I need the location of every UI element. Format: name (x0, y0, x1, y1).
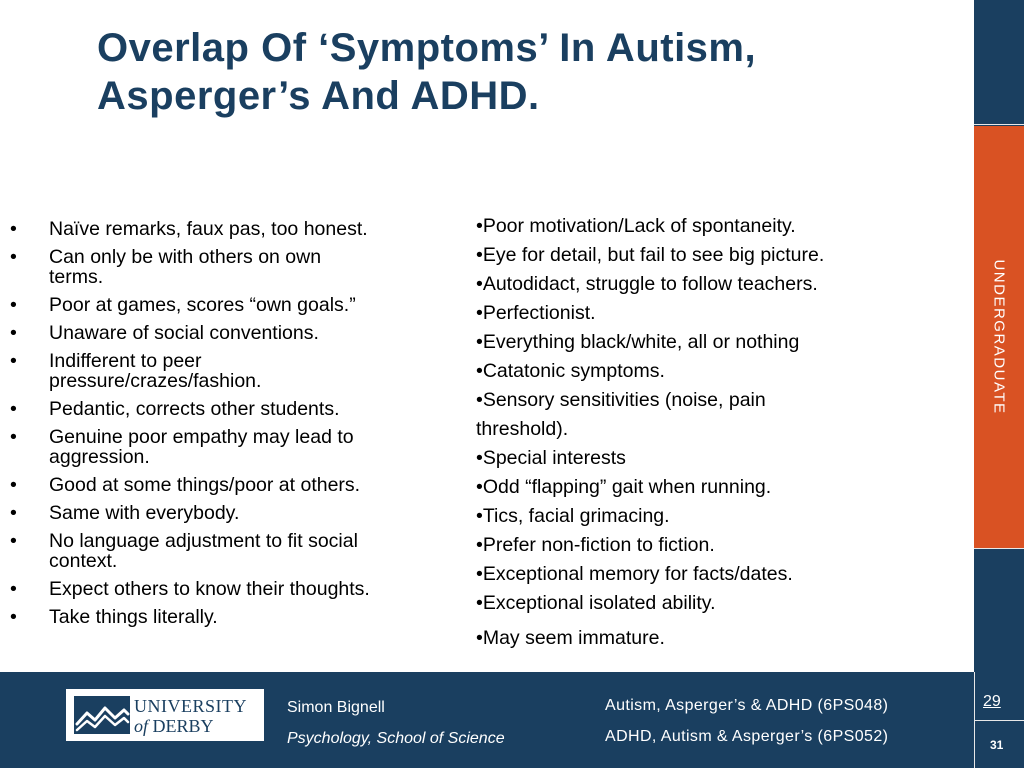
left-list-item-text: Take things literally. (49, 606, 218, 628)
bullet-icon: • (10, 606, 17, 628)
slide-number: 31 (990, 738, 1004, 752)
bullet-icon: • (10, 398, 17, 420)
bullet-icon: • (10, 350, 17, 372)
logo-derby-text (134, 716, 214, 737)
right-list-item-text: •Odd “flapping” gait when running. (476, 476, 772, 498)
department-name: Psychology, School of Science (287, 730, 505, 747)
left-list-item-text: pressure/crazes/fashion. (49, 370, 262, 392)
right-list-item-text: •Perfectionist. (476, 302, 596, 324)
slide-title-line-2: Asperger’s And ADHD. (97, 74, 540, 118)
right-list-item-text: •Everything black/white, all or nothing (476, 331, 800, 353)
left-list-item (0, 503, 460, 523)
left-list-item (0, 475, 460, 495)
right-list-item (476, 531, 976, 560)
bullet-icon: • (10, 426, 17, 448)
right-list-item (476, 502, 976, 531)
right-list-item (476, 473, 976, 502)
left-list-item (0, 399, 460, 419)
logo-university-text: UNIVERSITY (134, 696, 247, 716)
right-list-item-text: •May seem immature. (476, 627, 665, 649)
right-list-item (476, 624, 976, 653)
left-list-item (0, 427, 460, 467)
left-list-item (0, 351, 460, 391)
bullet-icon: • (10, 530, 17, 552)
left-list-item-text: Same with everybody. (49, 502, 240, 524)
slide-title (97, 24, 957, 120)
left-list-item-text: Good at some things/poor at others. (49, 474, 361, 496)
author-name: Simon Bignell (287, 699, 385, 716)
right-list-item (476, 386, 976, 444)
course-title-2: ADHD, Autism & Asperger’s (6PS052) (605, 728, 889, 745)
left-symptom-list (0, 219, 460, 635)
left-list-item-text: context. (49, 550, 118, 572)
left-list-item-text: No language adjustment to fit social (49, 530, 358, 552)
bullet-icon: • (10, 474, 17, 496)
left-list-item-text: Poor at games, scores “own goals.” (49, 294, 356, 316)
page-number: 29 (983, 693, 1001, 710)
bullet-icon: • (10, 294, 17, 316)
left-list-item-text: Can only be with others on own (49, 246, 322, 268)
left-list-item-text: terms. (49, 266, 104, 288)
left-list-item (0, 219, 460, 239)
left-list-item-text: Genuine poor empathy may lead to (49, 426, 354, 448)
bullet-icon: • (10, 218, 17, 240)
side-bar-divider (974, 124, 1024, 125)
right-list-item (476, 589, 976, 618)
right-list-item-text: •Prefer non-fiction to fiction. (476, 534, 715, 556)
right-list-item (476, 270, 976, 299)
right-list-item-text: •Exceptional memory for facts/dates. (476, 563, 793, 585)
left-list-item-text: Unaware of social conventions. (49, 322, 319, 344)
right-list-item-text: •Exceptional isolated ability. (476, 592, 716, 614)
left-list-item (0, 531, 460, 571)
right-symptom-list (476, 212, 976, 653)
footer-divider (974, 720, 1024, 721)
logo-derby-word: DERBY (152, 716, 214, 736)
left-list-item (0, 607, 460, 627)
right-list-item (476, 241, 976, 270)
right-list-item (476, 299, 976, 328)
footer (0, 672, 1024, 768)
bullet-icon: • (10, 578, 17, 600)
bullet-icon: • (10, 322, 17, 344)
right-list-item (476, 328, 976, 357)
left-list-item-text: Pedantic, corrects other students. (49, 398, 340, 420)
bullet-icon: • (10, 246, 17, 268)
left-list-item-text: Naïve remarks, faux pas, too honest. (49, 218, 368, 240)
right-list-item (476, 357, 976, 386)
slide-title-line-1: Overlap Of ‘Symptoms’ In Autism, (97, 26, 757, 70)
left-list-item (0, 295, 460, 315)
left-list-item (0, 323, 460, 343)
left-list-item-text: Expect others to know their thoughts. (49, 578, 370, 600)
right-list-item (476, 560, 976, 589)
left-list-item (0, 579, 460, 599)
mountain-logo-icon (74, 696, 130, 734)
right-list-item (476, 444, 976, 473)
bullet-icon: • (10, 502, 17, 524)
right-list-item-text: •Eye for detail, but fail to see big picture. (476, 244, 825, 266)
right-list-item (476, 212, 976, 241)
side-bar-divider (974, 548, 1024, 549)
left-list-item (0, 247, 460, 287)
right-list-item-text: •Catatonic symptoms. (476, 360, 665, 382)
right-list-item-text: threshold). (476, 418, 569, 440)
side-label: UNDERGRADUATE (990, 259, 1008, 415)
right-list-item-text: •Special interests (476, 447, 626, 469)
right-list-item-text: •Autodidact, struggle to follow teachers. (476, 273, 818, 295)
left-list-item-text: aggression. (49, 446, 150, 468)
left-list-item-text: Indifferent to peer (49, 350, 202, 372)
university-logo (66, 689, 264, 741)
right-list-item-text: •Tics, facial grimacing. (476, 505, 670, 527)
course-title-1: Autism, Asperger’s & ADHD (6PS048) (605, 697, 889, 714)
right-list-item-text: •Sensory sensitivities (noise, pain (476, 389, 766, 411)
logo-of-text: of (134, 716, 149, 736)
right-list-item-text: •Poor motivation/Lack of spontaneity. (476, 215, 796, 237)
